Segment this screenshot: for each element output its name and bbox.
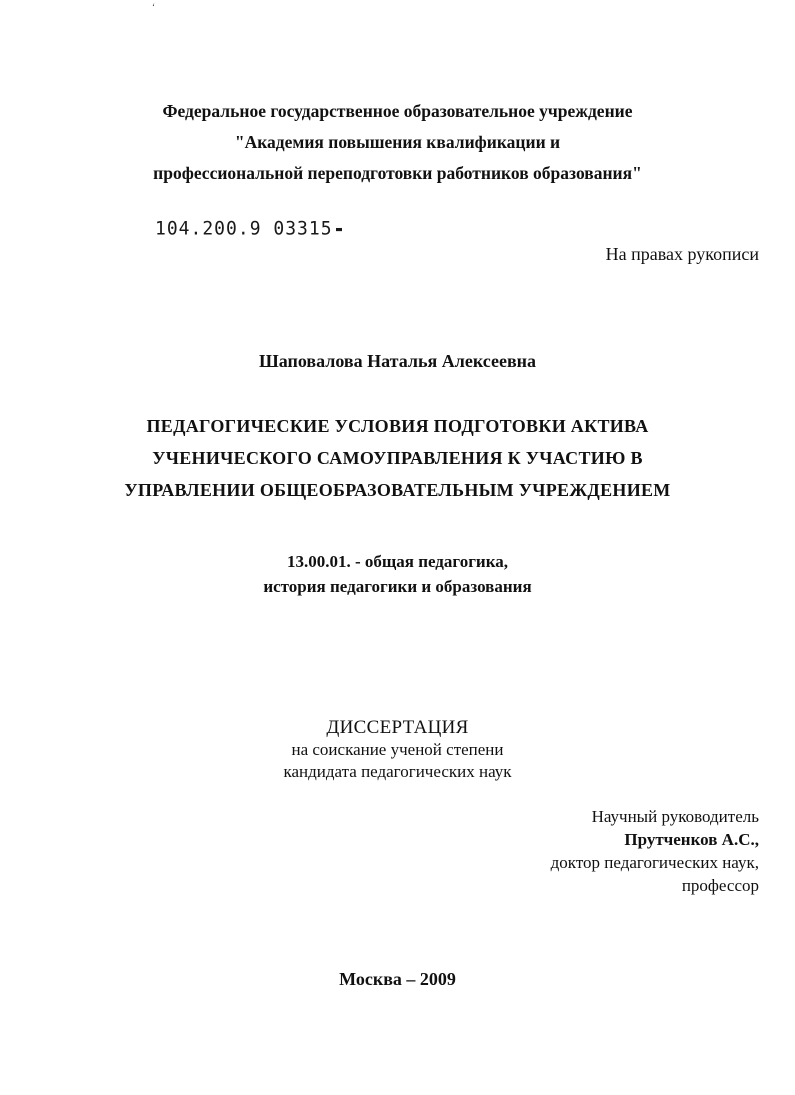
city-year: Москва – 2009 — [339, 969, 456, 989]
specialty-line-1: 13.00.01. - общая педагогика, — [286, 552, 509, 571]
dissertation-line-2: на соискание ученой степени — [291, 740, 504, 759]
scan-mark: ‘ — [152, 2, 155, 12]
supervisor-title: профессор — [681, 876, 759, 895]
registration-dash — [336, 227, 342, 230]
supervisor-degree: доктор педагогических наук, — [550, 853, 759, 872]
specialty-line-2: история педагогики и образования — [263, 577, 532, 596]
institution-line-2: "Академия повышения квалификации и — [234, 132, 561, 152]
specialty-block — [0, 549, 795, 599]
registration-number-text: 104.200.9 03315 — [155, 217, 333, 240]
institution-block — [0, 96, 795, 189]
dissertation-heading: ДИССЕРТАЦИЯ — [326, 717, 469, 738]
registration-number — [155, 217, 342, 239]
manuscript-rights: На правах рукописи — [605, 244, 759, 264]
supervisor-block — [551, 805, 759, 897]
institution-line-3: профессиональной переподготовки работников образования" — [153, 163, 642, 183]
supervisor-role: Научный руководитель — [591, 807, 759, 826]
title-line-2: УЧЕНИЧЕСКОГО САМОУПРАВЛЕНИЯ К УЧАСТИЮ В — [152, 448, 643, 468]
title-line-1: ПЕДАГОГИЧЕСКИЕ УСЛОВИЯ ПОДГОТОВКИ АКТИВА — [146, 416, 649, 436]
author-name: Шаповалова Наталья Алексеевна — [258, 351, 537, 371]
dissertation-block — [0, 717, 795, 783]
title-line-3: УПРАВЛЕНИИ ОБЩЕОБРАЗОВАТЕЛЬНЫМ УЧРЕЖДЕНИЕМ — [124, 480, 671, 500]
dissertation-title — [0, 410, 795, 506]
institution-line-1: Федеральное государственное образовательное учреждение — [162, 101, 633, 121]
dissertation-line-3: кандидата педагогических наук — [283, 762, 512, 781]
supervisor-name: Прутченков А.С., — [624, 830, 759, 849]
